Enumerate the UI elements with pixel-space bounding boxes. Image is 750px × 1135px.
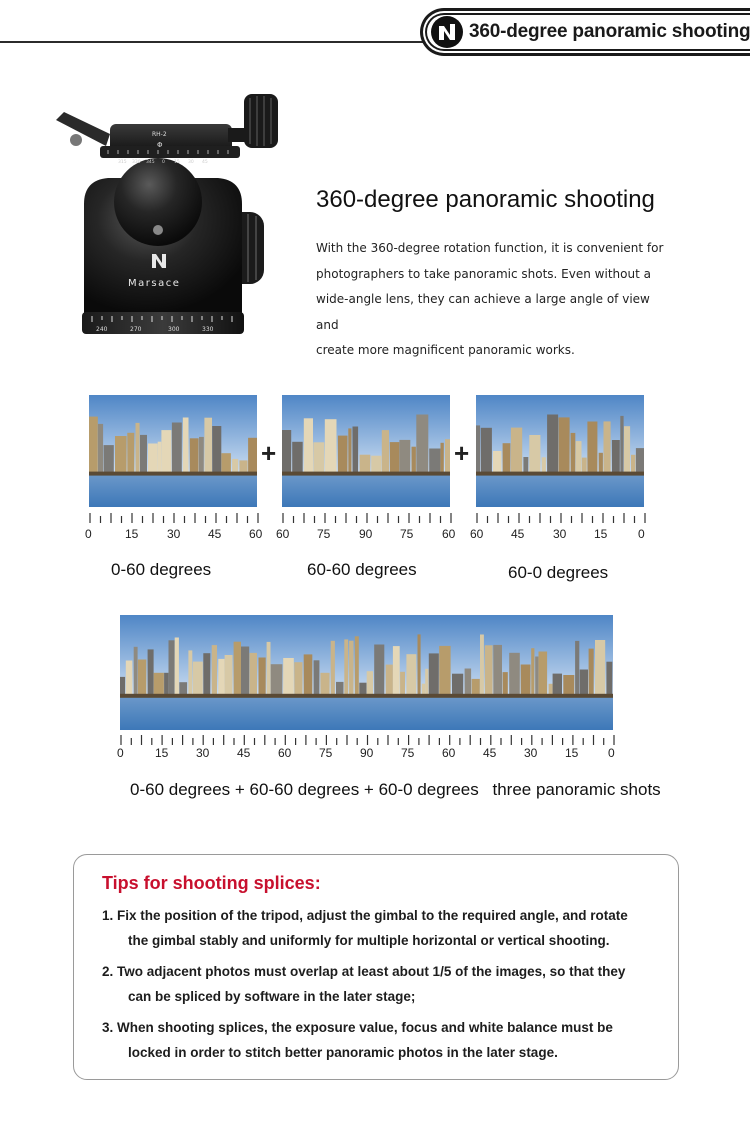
combined-caption <box>130 780 661 800</box>
scale-label: 60 <box>470 527 484 541</box>
tip-line: locked in order to stitch better panoramic photos in the later stage. <box>128 1045 558 1060</box>
caption-0-60: 0-60 degrees <box>111 560 212 579</box>
model-label: RH-2 <box>152 131 167 138</box>
scale-label: 45 <box>237 746 251 760</box>
hero-description-line: With the 360-degree rotation function, it is convenient for <box>316 241 664 255</box>
scale-label: 90 <box>359 527 373 541</box>
scale-ticks <box>282 513 452 527</box>
base-scale-240: 240 <box>96 326 108 333</box>
tip-item-3 <box>102 1015 654 1065</box>
top-scale-315: 315 <box>118 160 127 165</box>
panorama-combined-photo <box>120 615 613 730</box>
scale-label: 75 <box>400 527 414 541</box>
top-scale-0: 0 <box>162 160 165 165</box>
plus-sign: + <box>454 438 470 468</box>
city-skyline-graphic <box>282 395 450 507</box>
scale-ticks <box>89 513 259 527</box>
angle-scale-2 <box>276 513 456 543</box>
combined-caption-label: three panoramic shots <box>492 780 661 799</box>
top-scale-330: 330 <box>132 160 141 165</box>
angle-scale-combined <box>117 735 615 765</box>
scale-label: 15 <box>125 527 139 541</box>
panorama-photo-3 <box>476 395 644 507</box>
scale-label: 60 <box>442 746 456 760</box>
tip-line: the gimbal stably and uniformly for multiple horizontal or vertical shooting. <box>128 933 610 948</box>
caption-60-60: 60-60 degrees <box>307 560 417 579</box>
scale-label: 90 <box>360 746 374 760</box>
combined-caption-formula: 0-60 degrees + 60-60 degrees + 60-0 degrees <box>130 780 479 799</box>
scale-label: 45 <box>511 527 525 541</box>
brand-name: Marsace <box>128 278 181 289</box>
scale-label: 0 <box>608 746 615 760</box>
scale-label: 45 <box>483 746 497 760</box>
hero-description-line: create more magnificent panoramic works. <box>316 343 575 357</box>
hero-description-line: wide-angle lens, they can achieve a large angle of view and <box>316 292 650 332</box>
hero-description <box>316 236 676 364</box>
top-scale-15: 15 <box>174 160 180 165</box>
scale-label: 60 <box>249 527 263 541</box>
angle-scale-1 <box>85 513 263 543</box>
top-scale-30: 30 <box>188 160 194 165</box>
ball-head-product-image <box>48 84 278 344</box>
plus-sign: + <box>261 438 277 468</box>
base-scale-300: 300 <box>168 326 180 333</box>
scale-label: 60 <box>278 746 292 760</box>
caption-60-0: 60-0 degrees <box>508 563 609 582</box>
scale-label: 15 <box>594 527 608 541</box>
header-rule <box>0 41 426 43</box>
header-badge <box>420 8 750 56</box>
top-scale-345: 345 <box>146 160 155 165</box>
header-badge-title: 360-degree panoramic shooting <box>469 21 750 42</box>
scale-label: 0 <box>117 746 124 760</box>
scale-ticks <box>476 513 646 527</box>
scale-label: 15 <box>565 746 579 760</box>
scale-label: 75 <box>317 527 331 541</box>
scale-label: 15 <box>155 746 169 760</box>
brand-logo-icon <box>431 16 463 48</box>
scale-label: 45 <box>208 527 222 541</box>
scale-label: 60 <box>442 527 456 541</box>
scale-label: 75 <box>319 746 333 760</box>
base-scale-270: 270 <box>130 326 142 333</box>
city-skyline-graphic <box>120 615 613 730</box>
scale-label: 30 <box>553 527 567 541</box>
scale-label: 75 <box>401 746 415 760</box>
scale-label: 30 <box>167 527 181 541</box>
scale-label: 0 <box>85 527 92 541</box>
tips-panel <box>73 854 679 1080</box>
hero-description-line: photographers to take panoramic shots. Even without a <box>316 266 651 281</box>
hero-title: 360-degree panoramic shooting <box>316 186 655 213</box>
scale-label: 30 <box>196 746 210 760</box>
tips-title: Tips for shooting splices: <box>102 873 321 893</box>
panorama-photo-1 <box>89 395 257 507</box>
angle-scale-3 <box>470 513 646 543</box>
scale-label: 60 <box>276 527 290 541</box>
panorama-photo-2 <box>282 395 450 507</box>
tip-line: can be spliced by software in the later stage; <box>128 989 416 1004</box>
scale-label: 0 <box>638 527 645 541</box>
svg-text:Φ: Φ <box>157 141 163 149</box>
base-scale-330: 330 <box>202 326 214 333</box>
tip-line: 2. Two adjacent photos must overlap at least about 1/5 of the images, so that they <box>102 964 626 979</box>
city-skyline-graphic <box>89 395 257 507</box>
tip-item-1 <box>102 903 654 953</box>
city-skyline-graphic <box>476 395 644 507</box>
top-scale-45: 45 <box>202 160 208 165</box>
tip-item-2 <box>102 959 654 1009</box>
tip-line: 1. Fix the position of the tripod, adjust the gimbal to the required angle, and rotate <box>102 908 628 923</box>
tip-line: 3. When shooting splices, the exposure value, focus and white balance must be <box>102 1020 613 1035</box>
scale-label: 30 <box>524 746 538 760</box>
